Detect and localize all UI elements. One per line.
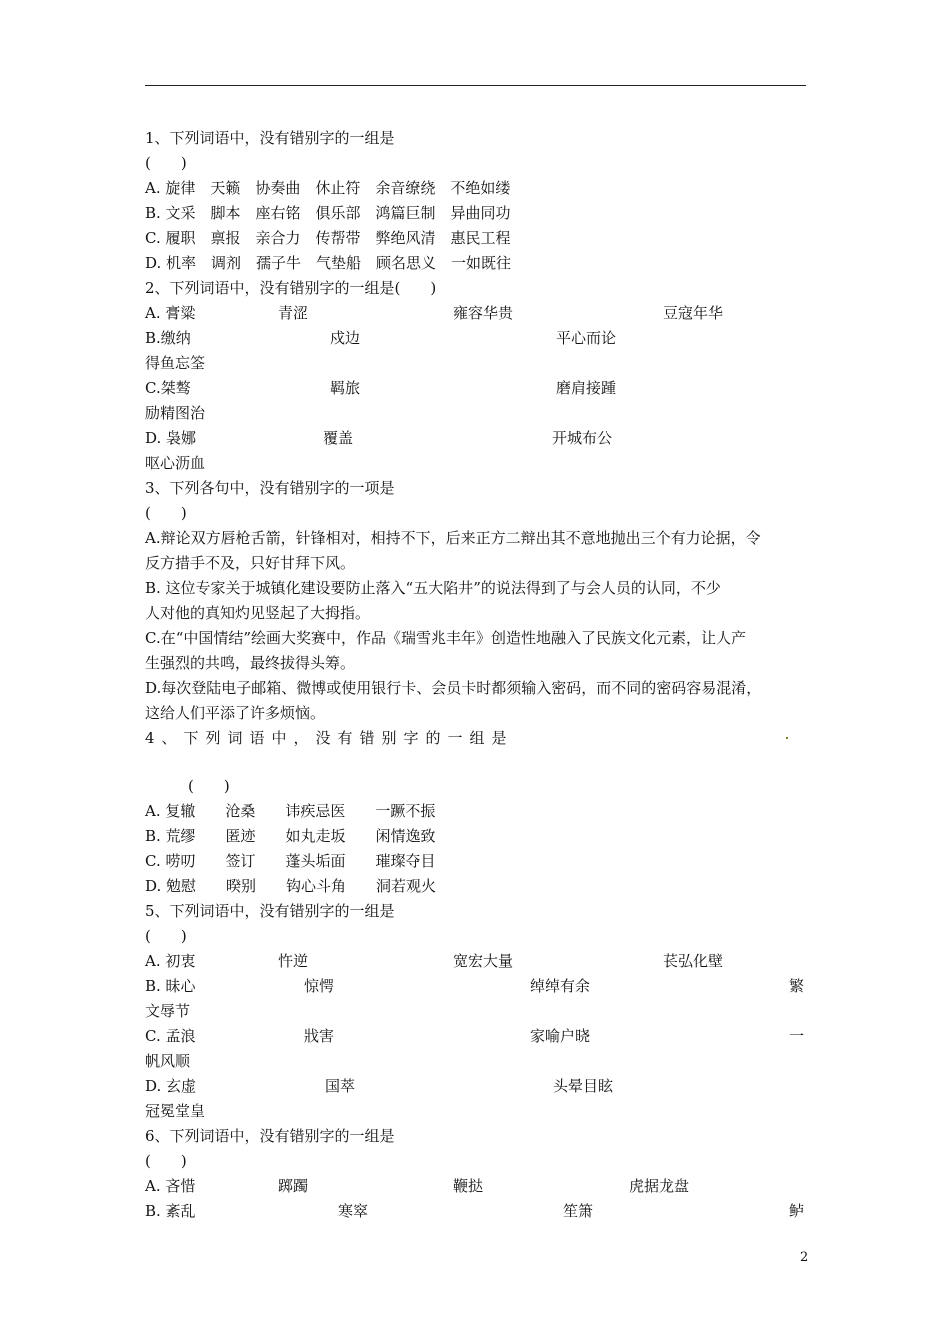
q5-a-word-2: 忤逆 [278,952,309,970]
q1-option-a: A. 旋律 天籁 协奏曲 休止符 余音缭绕 不绝如缕 [145,179,511,197]
q1-paren: ( ) [145,154,187,172]
q3-stem: 3、下列各句中，没有错别字的一项是 [145,479,395,497]
q2-c-word-2: 羁旅 [330,379,361,397]
q6-a-word-1: A. 吝惜 [145,1177,196,1195]
q6-b-word-1: B. 紊乱 [145,1202,196,1220]
q2-option-c-cont: 励精图治 [145,404,206,422]
page-number: 2 [800,1250,809,1265]
q5-option-c-cont: 帆风顺 [145,1052,191,1070]
q1-option-d: D. 机率 调剂 孺子牛 气垫船 顾名思义 一如既往 [145,254,512,272]
q2-d-word-1: D. 袅娜 [145,429,197,447]
q2-stem: 2、下列词语中，没有错别字的一组是( ) [145,279,437,297]
q2-d-word-2: 覆盖 [323,429,354,447]
q3-option-b-line1: B. 这位专家关于城镇化建设要防止落入“五大陷井”的说法得到了与会人员的认同，不少 [145,579,721,597]
q4-option-a: A. 复辙 沧桑 讳疾忌医 一蹶不振 [145,802,436,820]
q5-b-word-2: 惊愕 [304,977,335,995]
q4-stem: 4、下列词语中，没有错别字的一组是 [145,729,514,747]
q2-a-word-2: 青涩 [278,304,309,322]
q2-c-word-1: C.桀骜 [145,379,191,397]
q6-a-word-3: 鞭挞 [453,1177,484,1195]
q3-option-c-line2: 生强烈的共鸣，最终拔得头筹。 [145,654,356,672]
q5-b-word-4: 繁 [789,977,805,995]
q4-option-d: D. 勉慰 暌别 钩心斗角 洞若观火 [145,877,437,895]
q5-d-word-1: D. 玄虚 [145,1077,197,1095]
q2-a-word-4: 豆寇年华 [663,304,724,322]
q6-b-word-2: 寒窣 [338,1202,369,1220]
q3-option-b-line2: 人对他的真知灼见竖起了大拇指。 [145,604,371,622]
q1-option-b: B. 文采 脚本 座右铭 俱乐部 鸿篇巨制 异曲同功 [145,204,511,222]
q5-c-word-2: 戕害 [304,1027,335,1045]
q6-paren: ( ) [145,1152,187,1170]
q6-a-word-4: 虎据龙盘 [629,1177,690,1195]
q5-stem: 5、下列词语中，没有错别字的一组是 [145,902,395,920]
q6-b-word-3: 笙箫 [563,1202,594,1220]
q5-a-word-1: A. 初衷 [145,952,196,970]
q5-b-word-1: B. 昧心 [145,977,196,995]
q5-d-word-2: 国萃 [325,1077,356,1095]
q1-option-c: C. 履职 禀报 亲合力 传帮带 弊绝风清 惠民工程 [145,229,511,247]
q1-stem: 1、下列词语中，没有错别字的一组是 [145,129,395,147]
q2-b-word-1: B.缴纳 [145,329,191,347]
q5-c-word-1: C. 孟浪 [145,1027,196,1045]
q5-c-word-4: 一 [789,1027,805,1045]
q2-option-d-cont: 呕心沥血 [145,454,206,472]
q2-c-word-3: 磨肩接踵 [556,379,617,397]
q4-paren: ( ) [188,777,230,795]
q5-option-b-cont: 文辱节 [145,1002,191,1020]
q5-d-word-3: 头晕目眩 [553,1077,614,1095]
q5-option-d-cont: 冠冕堂皇 [145,1102,206,1120]
q2-b-word-3: 平心而论 [556,329,617,347]
decorative-dot [786,737,788,739]
q2-b-word-2: 戍边 [330,329,361,347]
q5-a-word-4: 苌弘化壁 [663,952,724,970]
q6-b-word-4: 鲈 [789,1202,805,1220]
q5-c-word-3: 家喻户晓 [530,1027,591,1045]
q3-option-a-line2: 反方措手不及，只好甘拜下风。 [145,554,356,572]
q3-option-d-line2: 这给人们平添了许多烦恼。 [145,704,326,722]
q3-option-d-line1: D.每次登陆电子邮箱、微博或使用银行卡、会员卡时都须输入密码，而不同的密码容易混淆， [145,679,762,697]
q4-option-b: B. 荒缪 匿迹 如丸走坂 闲情逸致 [145,827,436,845]
q2-a-word-3: 雍容华贵 [453,304,514,322]
q2-a-word-1: A. 膏粱 [145,304,196,322]
q3-option-c-line1: C.在“中国情结”绘画大奖赛中，作品《瑞雪兆丰年》创造性地融入了民族文化元素，让人产 [145,629,747,647]
q6-a-word-2: 踯躅 [278,1177,309,1195]
q4-option-c: C. 唠叨 签订 蓬头垢面 璀璨夺目 [145,852,436,870]
q6-stem: 6、下列词语中，没有错别字的一组是 [145,1127,395,1145]
header-rule [145,85,806,86]
q5-paren: ( ) [145,927,187,945]
q3-option-a-line1: A.辩论双方唇枪舌箭，针锋相对，相持不下，后来正方二辩出其不意地抛出三个有力论据，令 [145,529,761,547]
q2-option-b-cont: 得鱼忘筌 [145,354,206,372]
q5-a-word-3: 宽宏大量 [453,952,514,970]
q3-paren: ( ) [145,504,187,522]
q2-d-word-3: 开城布公 [552,429,613,447]
q5-b-word-3: 绰绰有余 [530,977,591,995]
